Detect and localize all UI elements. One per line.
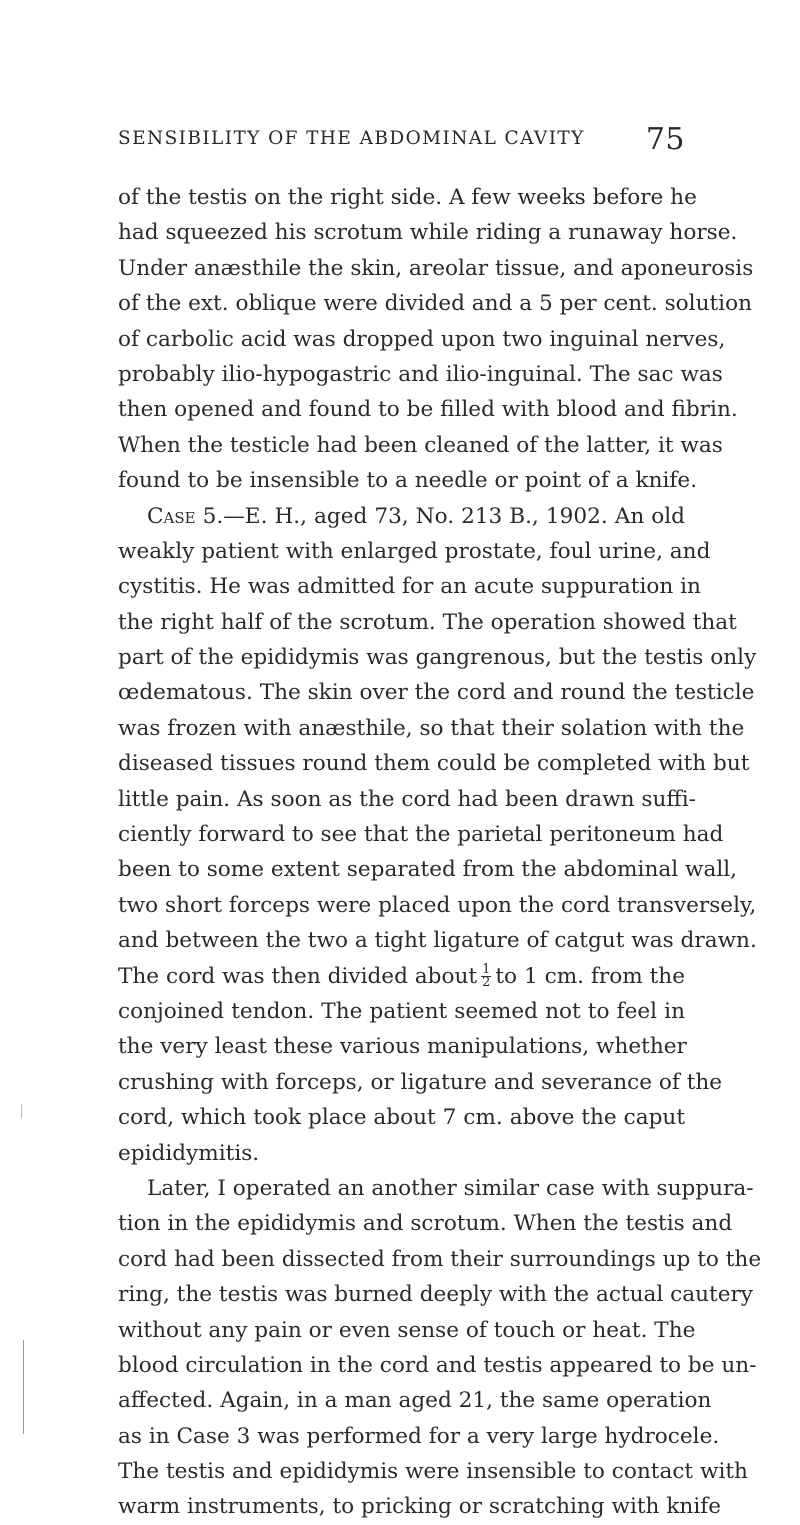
text-line: conjoined tendon. The patient seemed not to feel in xyxy=(118,998,685,1024)
text-line: The testis and epididymis were insensible to contact with xyxy=(118,1459,748,1485)
text-line: of the ext. oblique were divided and a 5 per cent. solution xyxy=(118,291,752,317)
text-line: and between the two a tight ligature of catgut was drawn. xyxy=(118,928,757,954)
text-line: found to be insensible to a needle or point of a knife. xyxy=(118,468,698,494)
paragraph-first-line: Later, I operated an another similar case with suppura- xyxy=(147,1175,754,1201)
fraction-line-before: The cord was then divided about xyxy=(118,963,478,989)
text-line: the very least these various manipulations, whether xyxy=(118,1034,687,1060)
text-line: œdematous. The skin over the cord and round the testicle xyxy=(118,680,755,706)
scan-margin-rule xyxy=(23,1340,24,1434)
text-line: then opened and found to be filled with blood and fibrin. xyxy=(118,397,738,423)
text-line: as in Case 3 was performed for a very large hydrocele. xyxy=(118,1423,720,1449)
text-line: ring, the testis was burned deeply with the actual cautery xyxy=(118,1282,754,1308)
text-line: cord had been dissected from their surroundings up to the xyxy=(118,1246,762,1272)
text-line: probably ilio-hypogastric and ilio-inguinal. The sac was xyxy=(118,361,723,387)
text-line: of the testis on the right side. A few weeks before he xyxy=(118,185,697,210)
text-line: been to some extent separated from the abdominal wall, xyxy=(118,857,738,883)
text-line: affected. Again, in a man aged 21, the same operation xyxy=(118,1388,712,1414)
text-line: two short forceps were placed upon the cord transversely, xyxy=(118,892,757,918)
scan-margin-mark xyxy=(21,1104,22,1118)
fraction-line xyxy=(118,959,685,994)
text-line: tion in the epididymis and scrotum. When the testis and xyxy=(118,1211,733,1237)
text-line: crushing with forceps, or ligature and severance of the xyxy=(118,1069,723,1095)
text-line: ciently forward to see that the parietal peritoneum had xyxy=(118,822,724,848)
running-title: SENSIBILITY OF THE ABDOMINAL CAVITY xyxy=(118,128,585,149)
text-line: of carbolic acid was dropped upon two inguinal nerves, xyxy=(118,326,726,352)
text-line: had squeezed his scrotum while riding a runaway horse. xyxy=(118,220,738,246)
page-number: 75 xyxy=(645,122,685,157)
text-line: diseased tissues round them could be completed with but xyxy=(118,751,750,777)
fraction-one-half xyxy=(481,964,491,989)
text-line: weakly patient with enlarged prostate, foul urine, and xyxy=(118,538,711,564)
text-line: little pain. As soon as the cord had been drawn suffi- xyxy=(118,786,696,812)
text-line: was frozen with anæsthile, so that their solation with the xyxy=(118,715,745,741)
case-heading-line xyxy=(118,499,685,534)
text-line: without any pain or even sense of touch or heat. The xyxy=(118,1317,696,1343)
text-line: part of the epididymis was gangrenous, but the testis only xyxy=(118,645,757,671)
body-text xyxy=(118,180,762,1525)
text-line: warm instruments, to pricking or scratching with knife xyxy=(118,1494,721,1520)
running-head xyxy=(118,124,685,160)
fraction-numerator: 1 xyxy=(482,962,491,978)
case-rest: 5.—E. H., aged 73, No. 213 B., 1902. An old xyxy=(195,503,685,529)
text-line: blood circulation in the cord and testis appeared to be un- xyxy=(118,1352,757,1378)
text-line: epididymitis. xyxy=(118,1140,260,1166)
case-label: Case xyxy=(147,503,196,529)
text-line: the right half of the scrotum. The operation showed that xyxy=(118,609,737,635)
fraction-denominator: 2 xyxy=(482,975,491,991)
text-line: cystitis. He was admitted for an acute suppuration in xyxy=(118,574,701,600)
text-line: When the testicle had been cleaned of the latter, it was xyxy=(118,432,723,458)
text-line: cord, which took place about 7 cm. above the caput xyxy=(118,1105,685,1131)
text-line: Under anæsthile the skin, areolar tissue, and aponeurosis xyxy=(118,255,754,281)
fraction-line-after: to 1 cm. from the xyxy=(495,963,685,989)
